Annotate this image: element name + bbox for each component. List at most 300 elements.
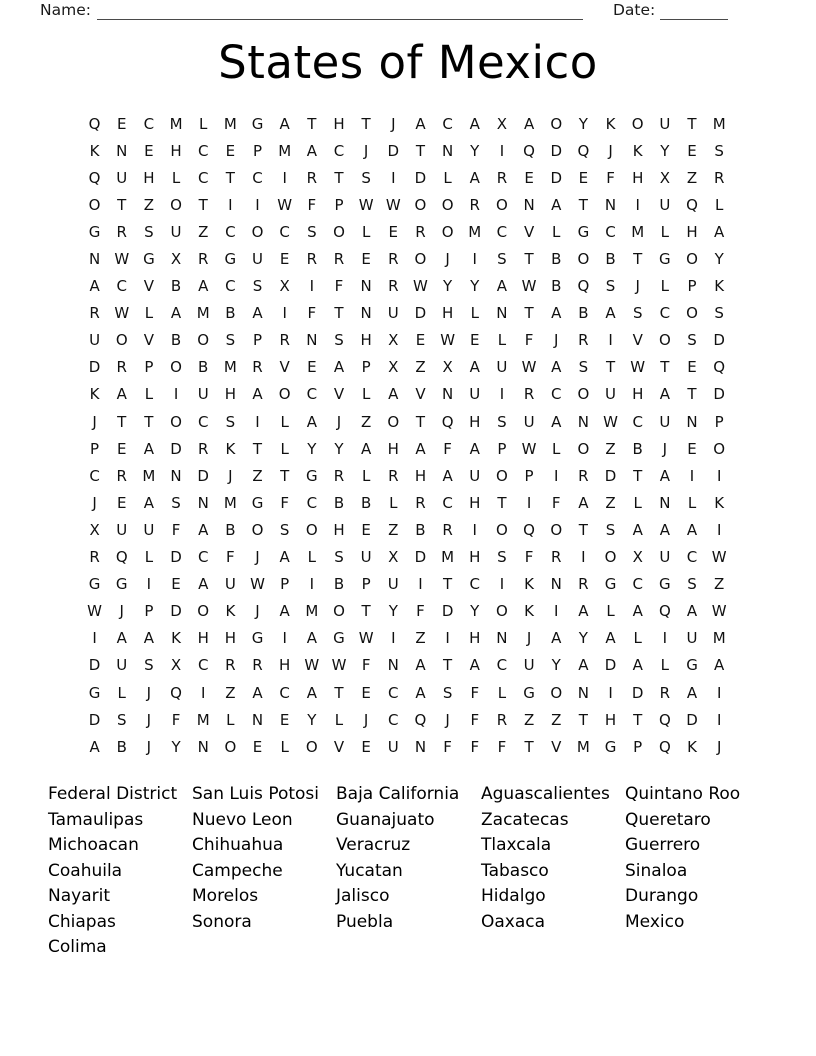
grid-letter: H (224, 385, 236, 404)
grid-letter: A (714, 222, 725, 241)
grid-letter: O (550, 683, 563, 702)
word-list-item: Campeche (192, 860, 283, 881)
grid-letter: A (170, 304, 182, 323)
grid-letter: L (497, 331, 507, 350)
grid-letter: B (170, 277, 182, 296)
grid-letter: A (306, 141, 317, 160)
word-list-item: Chiapas (48, 911, 116, 932)
grid-letter: X (388, 548, 399, 567)
grid-letter: S (497, 412, 507, 431)
grid-letter: Y (470, 277, 480, 296)
grid-letter: N (577, 412, 589, 431)
word-list-item: San Luis Potosi (192, 784, 320, 804)
grid-letter: C (469, 575, 480, 594)
grid-letter: I (282, 304, 287, 323)
grid-letter: F (171, 710, 181, 729)
grid-letter: O (170, 195, 182, 214)
grid-letter: U (523, 656, 535, 675)
grid-letter: F (280, 493, 289, 512)
word-list-item: Tabasco (481, 860, 549, 881)
grid-letter: M (712, 114, 726, 133)
grid-letter: H (224, 629, 236, 648)
grid-letter: H (197, 629, 209, 648)
grid-letter: C (197, 548, 209, 567)
grid-letter: W (114, 304, 130, 323)
word-list-item: Nayarit (48, 886, 110, 906)
grid-letter: U (659, 548, 671, 567)
grid-letter: O (496, 520, 508, 539)
grid-letter: A (143, 629, 155, 648)
grid-letter: Z (388, 520, 399, 539)
grid-letter: O (577, 385, 590, 404)
grid-letter: I (200, 683, 206, 702)
grid-letter: O (658, 331, 671, 350)
grid-letter: E (687, 439, 697, 458)
grid-letter: O (224, 737, 237, 756)
grid-letter: O (88, 195, 101, 214)
grid-letter: X (89, 520, 100, 539)
grid-letter: G (251, 493, 264, 512)
grid-letter: C (197, 141, 209, 160)
grid-letter: J (363, 710, 369, 729)
grid-letter: J (445, 710, 450, 729)
grid-letter: S (334, 548, 344, 567)
grid-letter: L (443, 168, 452, 187)
grid-letter: P (280, 575, 290, 594)
grid-letter: A (415, 114, 426, 133)
grid-letter: O (333, 602, 345, 621)
grid-letter: Q (713, 358, 726, 377)
grid-letter: U (224, 575, 236, 594)
grid-letter: C (143, 114, 155, 133)
grid-letter: N (496, 304, 508, 323)
grid-letter: T (144, 412, 154, 431)
grid-letter: O (550, 520, 563, 539)
grid-letter: E (307, 358, 317, 377)
word-list-item: Guanajuato (336, 809, 435, 830)
grid-letter: M (223, 358, 237, 377)
grid-letter: P (633, 737, 643, 756)
grid-letter: Q (88, 114, 101, 133)
grid-letter: J (92, 412, 97, 431)
grid-letter: X (170, 656, 182, 675)
grid-letter: A (143, 439, 155, 458)
grid-letter: F (443, 439, 452, 458)
grid-letter: C (225, 277, 236, 296)
grid-letter: A (605, 304, 616, 323)
grid-letter: C (632, 575, 643, 594)
grid-letter: E (279, 710, 290, 729)
grid-letter: O (496, 466, 508, 485)
grid-letter: O (170, 412, 182, 431)
word-list-item: Durango (625, 886, 699, 906)
grid-letter: I (716, 520, 722, 539)
grid-letter: R (551, 548, 562, 567)
grid-letter: H (143, 168, 155, 187)
grid-letter: G (143, 250, 155, 269)
grid-letter: F (307, 304, 317, 323)
grid-letter: N (577, 683, 589, 702)
grid-letter: Y (578, 629, 588, 648)
grid-letter: T (198, 195, 208, 214)
grid-letter: F (443, 737, 452, 756)
grid-letter: W (521, 439, 537, 458)
grid-letter: C (197, 656, 209, 675)
grid-letter: C (197, 168, 209, 187)
grid-letter: P (497, 439, 507, 458)
grid-letter: C (686, 548, 698, 567)
grid-letter: Q (414, 710, 427, 729)
grid-letter: L (470, 304, 479, 323)
grid-letter: R (713, 168, 725, 187)
grid-letter: I (716, 710, 722, 729)
word-list-item: Jalisco (336, 886, 390, 906)
grid-letter: S (442, 683, 453, 702)
grid-letter: Z (551, 710, 562, 729)
grid-letter: A (279, 602, 290, 621)
grid-letter: J (608, 141, 613, 160)
grid-letter: R (333, 466, 345, 485)
grid-letter: I (689, 466, 695, 485)
grid-letter: U (659, 412, 671, 431)
grid-letter: G (659, 575, 671, 594)
grid-letter: R (496, 168, 508, 187)
word-list-item: Federal District (48, 784, 178, 804)
grid-letter: F (524, 548, 534, 567)
grid-letter: W (630, 358, 646, 377)
grid-letter: O (496, 602, 508, 621)
grid-letter: D (550, 141, 563, 160)
grid-letter: K (687, 737, 697, 756)
grid-letter: C (306, 385, 318, 404)
grid-letter: T (334, 683, 344, 702)
grid-letter: N (604, 195, 617, 214)
word-list-item: Tlaxcala (481, 835, 552, 855)
grid-letter: J (554, 331, 559, 350)
grid-letter: A (306, 683, 317, 702)
grid-letter: C (252, 168, 263, 187)
grid-letter: O (604, 548, 617, 567)
grid-letter: U (387, 575, 399, 594)
grid-letter: S (225, 331, 236, 350)
grid-letter: I (418, 575, 423, 594)
grid-letter: C (496, 222, 508, 241)
grid-letter: B (360, 493, 372, 512)
grid-letter: L (280, 439, 289, 458)
grid-letter: A (252, 304, 263, 323)
grid-letter: A (659, 385, 670, 404)
grid-letter: L (199, 114, 208, 133)
grid-letter: A (578, 656, 589, 675)
word-list-item: Chihuahua (192, 835, 284, 855)
grid-letter: I (146, 575, 152, 594)
grid-letter: O (414, 250, 427, 269)
grid-letter: L (144, 304, 154, 323)
grid-letter: R (197, 250, 209, 269)
grid-letter: U (252, 250, 263, 269)
grid-letter: G (88, 575, 101, 594)
grid-letter: D (414, 168, 427, 187)
word-list-column-4 (481, 782, 610, 935)
grid-letter: R (279, 331, 290, 350)
grid-letter: H (469, 629, 481, 648)
grid-letter: T (280, 466, 290, 485)
grid-letter: T (578, 195, 588, 214)
grid-letter: D (414, 548, 427, 567)
grid-letter: T (117, 412, 127, 431)
grid-letter: I (173, 385, 179, 404)
grid-letter: N (88, 250, 101, 269)
grid-letter: E (116, 493, 127, 512)
grid-letter: F (334, 277, 344, 296)
grid-letter: I (716, 466, 722, 485)
grid-letter: X (442, 358, 453, 377)
grid-letter: T (605, 358, 616, 377)
grid-letter: Q (441, 412, 454, 431)
grid-letter: T (252, 439, 263, 458)
grid-letter: S (687, 331, 697, 350)
grid-letter: F (497, 737, 507, 756)
grid-letter: I (472, 520, 477, 539)
grid-letter: I (581, 548, 586, 567)
grid-letter: S (144, 222, 154, 241)
grid-letter: A (279, 548, 290, 567)
grid-letter: M (468, 222, 482, 241)
grid-letter: A (496, 277, 508, 296)
grid-letter: B (225, 304, 236, 323)
grid-letter: I (282, 168, 287, 187)
grid-letter: R (578, 575, 589, 594)
word-list-column-3 (336, 782, 459, 935)
grid-letter: K (632, 141, 643, 160)
grid-letter: A (469, 114, 480, 133)
grid-letter: C (225, 222, 236, 241)
grid-letter: I (554, 602, 559, 621)
grid-letter: B (225, 520, 236, 539)
grid-letter: V (143, 331, 155, 350)
grid-letter: N (414, 737, 427, 756)
grid-letter: K (714, 277, 725, 296)
grid-letter: Y (714, 250, 724, 269)
grid-letter: I (662, 629, 668, 648)
grid-letter: Y (443, 277, 453, 296)
grid-letter: T (361, 114, 371, 133)
grid-letter: O (496, 195, 508, 214)
grid-letter: H (170, 141, 182, 160)
grid-letter: L (361, 466, 371, 485)
grid-letter: T (633, 466, 643, 485)
grid-letter: G (115, 575, 128, 594)
word-list-item: Veracruz (336, 835, 411, 855)
grid-letter: K (89, 385, 100, 404)
grid-letter: Z (198, 222, 209, 241)
grid-letter: S (116, 710, 127, 729)
grid-letter: E (279, 250, 290, 269)
grid-letter: N (441, 141, 454, 160)
grid-letter: L (389, 493, 398, 512)
grid-letter: Q (88, 168, 101, 187)
grid-letter: S (144, 656, 154, 675)
grid-letter: S (497, 250, 507, 269)
grid-letter: I (716, 683, 722, 702)
grid-letter: Q (658, 602, 671, 621)
grid-letter: W (87, 602, 102, 621)
grid-letter: U (170, 222, 182, 241)
grid-letter: Y (470, 141, 480, 160)
grid-letter: M (196, 710, 210, 729)
grid-letter: H (360, 331, 372, 350)
grid-letter: D (414, 304, 427, 323)
grid-letter: D (631, 683, 644, 702)
grid-letter: Z (523, 710, 535, 729)
grid-letter: O (686, 250, 698, 269)
grid-letter: A (659, 520, 670, 539)
grid-letter: S (632, 304, 643, 323)
grid-letter: Q (523, 520, 535, 539)
grid-letter: A (551, 304, 562, 323)
grid-letter: G (604, 737, 617, 756)
grid-letter: L (552, 439, 561, 458)
grid-letter: I (554, 466, 559, 485)
grid-letter: W (358, 195, 374, 214)
word-list-item: Yucatan (336, 860, 403, 881)
grid-letter: W (304, 656, 320, 675)
grid-letter: Z (143, 195, 155, 214)
grid-letter: Y (334, 439, 344, 458)
grid-letter: O (197, 331, 210, 350)
grid-letter: M (223, 493, 237, 512)
grid-letter: W (521, 358, 537, 377)
word-list-item: Sinaloa (625, 860, 688, 881)
grid-letter: J (255, 548, 260, 567)
grid-letter: O (278, 385, 291, 404)
grid-letter: L (171, 168, 181, 187)
grid-letter: C (388, 683, 399, 702)
grid-letter: J (146, 683, 152, 702)
grid-letter: V (523, 222, 535, 241)
grid-letter: X (279, 277, 290, 296)
grid-letter: E (144, 141, 154, 160)
grid-letter: D (170, 602, 182, 621)
grid-letter: U (469, 466, 481, 485)
grid-letter: J (635, 277, 640, 296)
grid-letter: V (333, 737, 345, 756)
grid-letter: F (470, 737, 480, 756)
grid-letter: T (225, 168, 235, 187)
word-list-item: Morelos (192, 886, 259, 906)
grid-letter: R (89, 304, 100, 323)
word-list-column-1 (48, 782, 177, 961)
grid-letter: T (307, 114, 317, 133)
grid-letter: L (307, 548, 316, 567)
grid-letter: L (280, 737, 289, 756)
grid-letter: D (387, 141, 400, 160)
grid-letter: W (250, 575, 265, 594)
grid-letter: R (89, 548, 100, 567)
grid-letter: T (117, 195, 127, 214)
grid-letter: R (306, 168, 318, 187)
grid-letter: A (659, 466, 670, 485)
grid-letter: D (88, 710, 101, 729)
grid-letter: Q (686, 195, 698, 214)
grid-letter: P (252, 141, 263, 160)
grid-letter: M (576, 737, 590, 756)
grid-letter: R (523, 385, 535, 404)
grid-letter: R (225, 656, 236, 675)
grid-letter: T (443, 575, 453, 594)
grid-letter: W (603, 412, 618, 431)
grid-letter: A (198, 277, 209, 296)
grid-letter: S (307, 222, 317, 241)
grid-letter: I (445, 629, 450, 648)
word-list-item: Nuevo Leon (192, 809, 293, 830)
grid-letter: H (686, 222, 698, 241)
grid-letter: K (605, 114, 616, 133)
date-label: Date: (612, 1, 656, 19)
word-list-item: Queretaro (625, 809, 711, 830)
grid-letter: B (578, 304, 589, 323)
grid-letter: F (470, 683, 480, 702)
grid-letter: C (442, 114, 453, 133)
grid-letter: W (277, 195, 293, 214)
grid-letter: R (388, 277, 399, 296)
grid-letter: G (577, 222, 590, 241)
grid-letter: K (89, 141, 100, 160)
grid-letter: D (197, 466, 209, 485)
grid-letter: A (415, 656, 426, 675)
grid-letter: A (632, 656, 643, 675)
grid-letter: S (497, 548, 507, 567)
grid-letter: T (361, 602, 371, 621)
grid-letter: Z (605, 493, 616, 512)
grid-letter: O (686, 304, 698, 323)
grid-letter: J (445, 250, 450, 269)
grid-letter: L (606, 602, 615, 621)
grid-letter: W (711, 602, 727, 621)
grid-letter: N (686, 412, 698, 431)
grid-letter: O (251, 520, 264, 539)
word-list-item: Zacatecas (481, 809, 569, 830)
grid-letter: A (306, 412, 317, 431)
grid-letter: A (686, 683, 698, 702)
grid-letter: G (88, 222, 101, 241)
grid-letter: D (713, 385, 725, 404)
grid-letter: L (280, 412, 289, 431)
grid-letter: V (143, 277, 155, 296)
grid-letter: A (252, 683, 263, 702)
grid-letter: D (686, 710, 698, 729)
grid-letter: R (306, 250, 318, 269)
word-list-item: Colima (48, 937, 107, 957)
grid-letter: B (333, 575, 345, 594)
grid-letter: H (632, 385, 644, 404)
grid-letter: L (660, 277, 670, 296)
grid-letter: G (306, 466, 318, 485)
grid-letter: C (442, 493, 453, 512)
grid-letter: A (89, 277, 100, 296)
grid-letter: B (333, 493, 345, 512)
grid-letter: V (415, 385, 426, 404)
grid-letter: Z (605, 439, 616, 458)
grid-letter: U (116, 520, 128, 539)
grid-letter: T (497, 493, 507, 512)
grid-letter: T (334, 168, 344, 187)
grid-letter: X (632, 548, 643, 567)
grid-letter: E (687, 141, 697, 160)
grid-letter: F (226, 548, 235, 567)
grid-letter: R (578, 331, 589, 350)
grid-letter: N (360, 304, 372, 323)
